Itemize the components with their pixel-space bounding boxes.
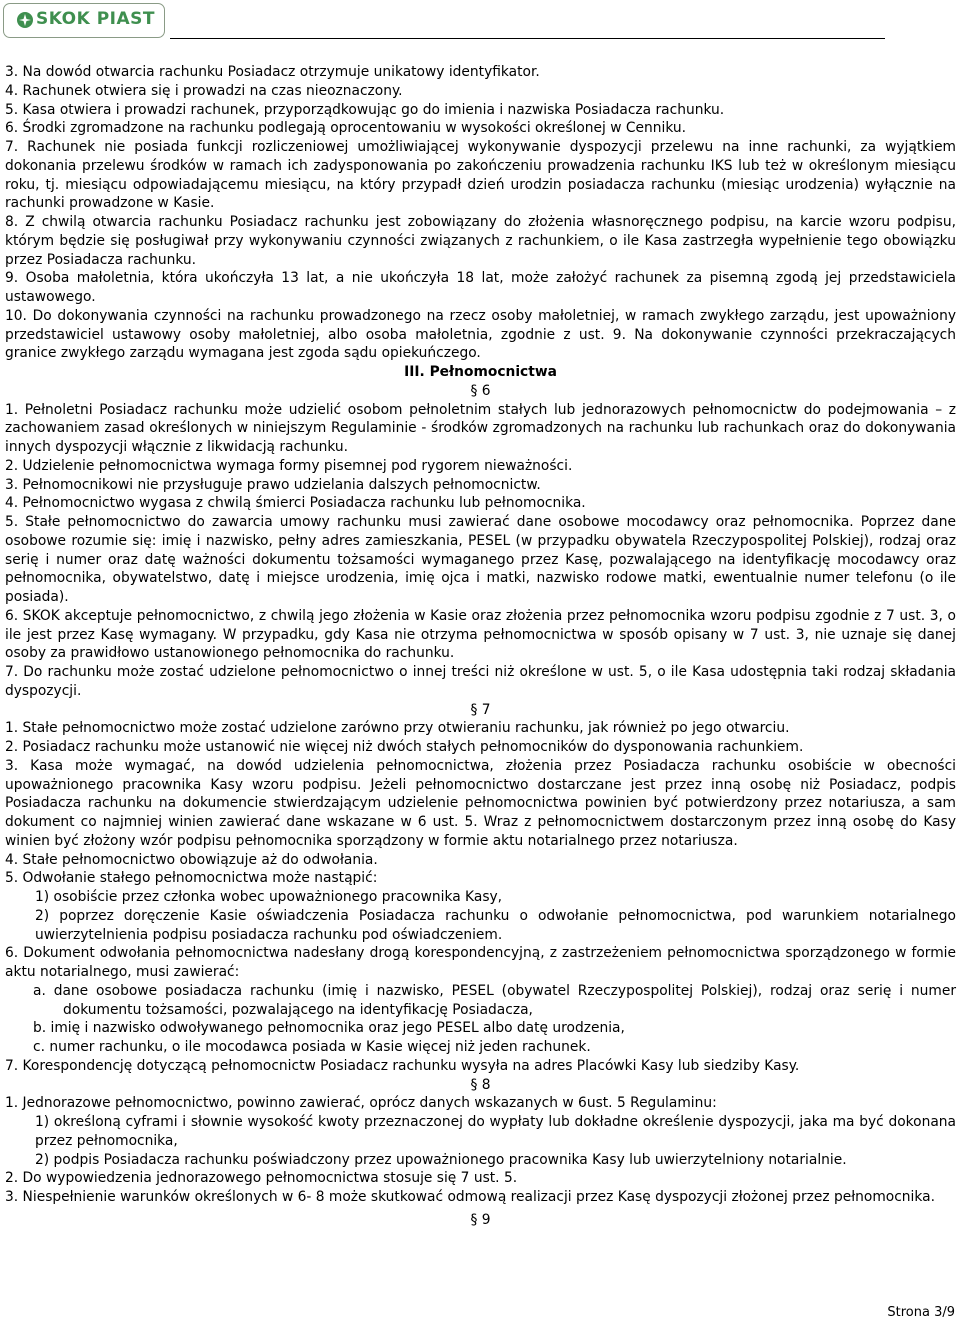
section-heading: III. Pełnomocnictwa [404, 364, 557, 380]
paragraph-number: § 8 [470, 1076, 491, 1093]
section-sign-icon: § [470, 701, 482, 718]
paragraph: 3. Pełnomocnikowi nie przysługuje prawo udzielania dalszych pełnomocnictw. [5, 476, 541, 493]
paragraph: 5. Odwołanie stałego pełnomocnictwa może nastąpić: [5, 870, 378, 887]
document-body [5, 63, 956, 1230]
paragraph: 4. Stałe pełnomocnictwo obowiązuje aż do odwołania. [5, 851, 378, 868]
paragraph: 2. Do wypowiedzenia jednorazowego pełnomocnictwa stosuje się 7 ust. 5. [5, 1170, 518, 1187]
sub-item: 1) osobiście przez członka wobec upoważnionego pracownika Kasy, [35, 889, 503, 905]
sub-item: a. dane osobowe posiadacza rachunku (imię i nazwisko, PESEL (obywatel Rzeczypospolitej Polskiej), rodzaj oraz serię i numer dokumentu tożsamości, pozwalającego na identyfikację Posiadacza, [33, 982, 956, 1018]
sub-item: c. numer rachunku, o ile mocodawca posiada w Kasie więcej niż jeden rachunek. [33, 1039, 591, 1055]
section-sign-icon: § [470, 1211, 482, 1228]
section-sign-icon: § [470, 1076, 482, 1093]
paragraph: 6. Środki zgromadzone na rachunku podlegają oprocentowaniu w wysokości określonej w Cenniku. [5, 120, 687, 137]
paragraph: 3. Kasa może wymagać, na dowód udzielenia pełnomocnictwa, złożenia przez Posiadacza rachunku osobiście w obecności upoważnionego pracownika Kasy wzoru podpisu. Jeżeli pełnomocnictwo dostarczane jest przez inną osobę niż Posiadacz, podpis Posiadacza rachunku na dokumencie stwierdzającym udzielenie pełnomocnictwa powinien być potwierdzony przez notariusza, a sam dokument co najmniej winien zawierać dane wskazane w 6 ust. 5. Wraz z pełnomocnictwem dostarczonym przez inną osobę do Kasy winien być złożony wzór podpisu pełnomocnika sporządzony w formie aktu notarialnego przez notariusza. [5, 757, 956, 849]
paragraph: 4. Pełnomocnictwo wygasa z chwilą śmierci Posiadacza rachunku lub pełnomocnika. [5, 495, 586, 512]
paragraph-number: § 6 [470, 382, 491, 399]
clover-icon [16, 11, 34, 29]
paragraph: 2. Posiadacz rachunku może ustanowić nie więcej niż dwóch stałych pełnomocników do dysponowania rachunkiem. [5, 739, 804, 755]
page-header [0, 0, 960, 44]
paragraph: 7. Do rachunku może zostać udzielone pełnomocnictwo o innej treści niż określone w ust. 5, o ile Kasa udostępnia taki rodzaj składania dyspozycji. [5, 664, 956, 699]
paragraph: 6. SKOK akceptuje pełnomocnictwo, z chwilą jego złożenia w Kasie oraz złożenia przez pełnomocnika wzoru podpisu zgodnie z 7 ust. 3, o ile jest przez Kasę wymagany. W przypadku, gdy Kasa nie otrzyma pełnomocnictwa w sposób opisany w 7 ust. 3, nie uznaje się danej osoby za prawidłowo ustanowionego pełnomocnika do rachunku. [5, 607, 956, 662]
paragraph: 6. Dokument odwołania pełnomocnictwa nadesłany drogą korespondencyjną, z zastrzeżeniem pełnomocnictwa sporządzonego w formie aktu notarialnego, musi zawierać: [5, 945, 956, 980]
paragraph: 7. Korespondencję dotyczącą pełnomocnictw Posiadacz rachunku wysyła na adres Placówki Kasy lub siedziby Kasy. [5, 1057, 800, 1074]
paragraph: 3. Na dowód otwarcia rachunku Posiadacz otrzymuje unikatowy identyfikator. [5, 64, 540, 80]
header-rule [170, 38, 885, 39]
paragraph: 9. Osoba małoletnia, która ukończyła 13 lat, a nie ukończyła 18 lat, może założyć rachunek za pisemną zgodą jej przedstawiciela ustawowego. [5, 270, 956, 305]
paragraph: 10. Do dokonywania czynności na rachunku prowadzonego na rzecz osoby małoletniej, w ramach zwykłego zarządu, jest upoważniony przedstawiciel ustawowy osoby małoletniej, albo osoba małoletnia, zgodnie z ust. 9. Na dokonywanie czynności przekraczających granice zwykłego zarządu wymagana jest zgoda sądu opiekuńczego. [5, 307, 956, 362]
paragraph: 1. Jednorazowe pełnomocnictwo, powinno zawierać, oprócz danych wskazanych w 6ust. 5 Regulaminu: [5, 1095, 717, 1112]
paragraph: 5. Stałe pełnomocnictwo do zawarcia umowy rachunku musi zawierać dane osobowe mocodawcy oraz pełnomocnika. Poprzez dane osobowe rozumie się: imię i nazwisko, pełny adres zamieszkania, PESEL (w przypadku obywatela Rzeczypospolitej Polskiej), rodzaj oraz serię i numer oraz datę ważności dokumentu tożsamości wymaganego przez Kasę, pozwalającego na identyfikację mocodawcy oraz pełnomocnika, obywatelstwo, datę i miejsce urodzenia, imię ojca i matki, nazwisko rodowe matki, ewentualnie numer telefonu (o ile posiada). [5, 514, 956, 605]
sub-item: 2) poprzez doręczenie Kasie oświadczenia Posiadacza rachunku o odwołanie pełnomocnictwa, pod warunkiem notarialnego uwierzytelnienia podpisu posiadacza rachunku pod oświadczeniem. [35, 907, 956, 943]
logo-text: SKOK PIAST [36, 9, 155, 29]
sub-item: 1) określoną cyframi i słownie wysokość kwoty przeznaczonej do wypłaty lub dokładne określenie dyspozycji, jaka ma być dokonana przez pełnomocnika, [35, 1114, 956, 1149]
section-sign-icon: § [470, 382, 482, 399]
page-number: Strona 3/9 [887, 1305, 955, 1320]
sub-item: b. imię i nazwisko odwoływanego pełnomocnika oraz jego PESEL albo datę urodzenia, [33, 1020, 625, 1037]
paragraph: 5. Kasa otwiera i prowadzi rachunek, przyporządkowując go do imienia i nazwiska Posiadacza rachunku. [5, 101, 725, 118]
skok-piast-logo [3, 3, 165, 38]
paragraph-number: § 7 [470, 701, 491, 718]
paragraph: 2. Udzielenie pełnomocnictwa wymaga formy pisemnej pod rygorem nieważności. [5, 457, 573, 474]
sub-item: 2) podpis Posiadacza rachunku poświadczony przez upoważnionego pracownika Kasy lub uwierzytelniony notarialnie. [35, 1151, 847, 1168]
paragraph-number: § 9 [470, 1211, 491, 1228]
paragraph: 4. Rachunek otwiera się i prowadzi na czas nieoznaczony. [5, 82, 403, 99]
paragraph: 3. Niespełnienie warunków określonych w 6- 8 może skutkować odmową realizacji przez Kasę dyspozycji złożonej przez pełnomocnika. [5, 1189, 935, 1205]
paragraph: 8. Z chwilą otwarcia rachunku Posiadacz rachunku jest zobowiązany do złożenia własnoręcznego podpisu, na karcie wzoru podpisu, którym będzie się posługiwał przy wykonywaniu czynności związanych z rachunkiem, o ile Kasa zastrzegła wypełnienie tego obowiązku przez Posiadacza rachunku. [5, 214, 956, 268]
paragraph: 1. Stałe pełnomocnictwo może zostać udzielone zarówno przy otwieraniu rachunku, jak również po jego otwarciu. [5, 720, 790, 737]
paragraph: 7. Rachunek nie posiada funkcji rozliczeniowej umożliwiającej wykonywanie dyspozycji przelewu na inne rachunki, za wyjątkiem dokonania przelewu środków w ramach ich zadysponowania po zakończeniu prowadzenia rachunku IKS lub też w określonym miesiącu roku, tj. miesiącu odpowiadającemu miesiącu, na który przypadł dzień urodzin posiadacza rachunku (miesiąc urodzenia) wyłącznie na rachunki prowadzone w Kasie. [5, 139, 956, 212]
paragraph: 1. Pełnoletni Posiadacz rachunku może udzielić osobom pełnoletnim stałych lub jednorazowych pełnomocnictw do podejmowania – z zachowaniem zasad określonych w niniejszym Regulaminie - środków zgromadzonych na rachunku lub rachunkach oraz do dokonywania innych dyspozycji włącznie z likwidacją rachunku. [5, 401, 956, 455]
